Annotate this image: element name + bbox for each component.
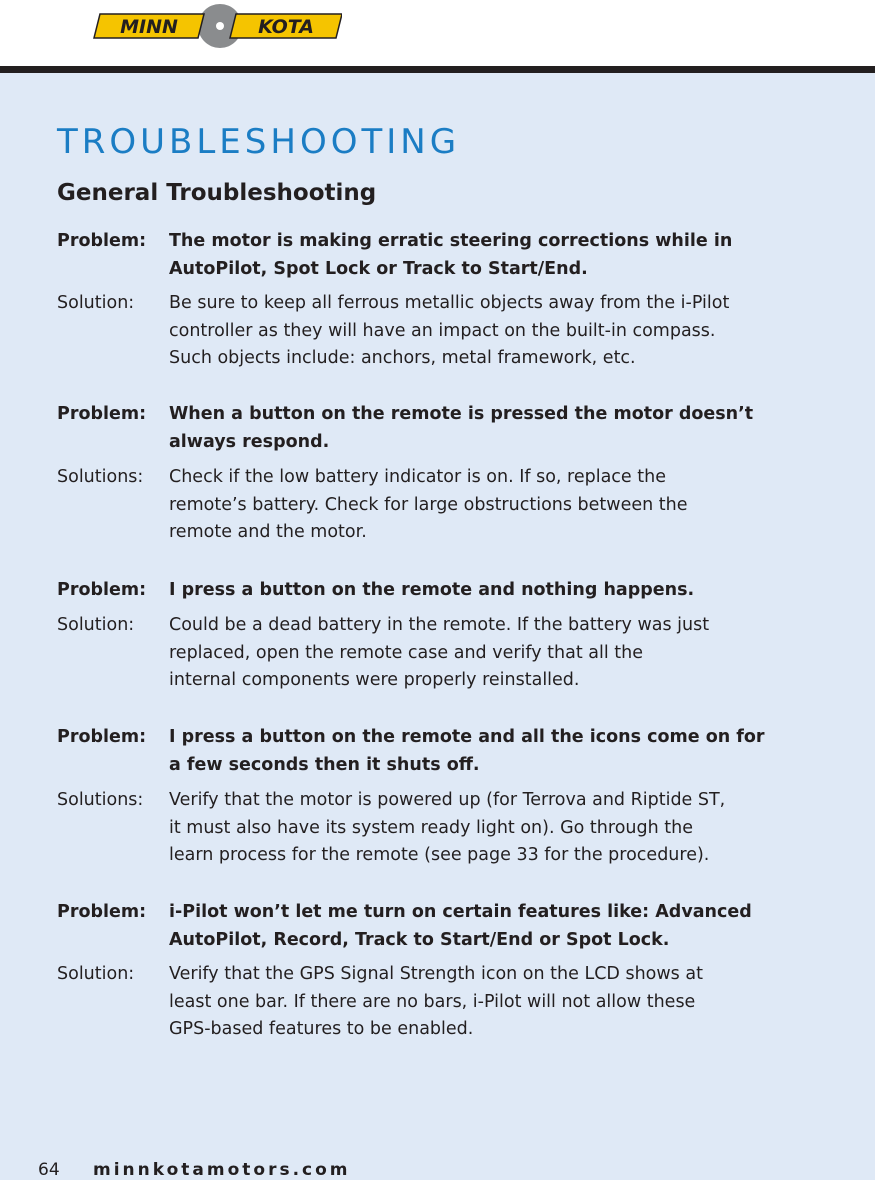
svg-text:KOTA: KOTA xyxy=(258,16,314,38)
solution-line: Such objects include: anchors, metal framework, etc. xyxy=(169,348,636,368)
solution-text xyxy=(169,961,703,1044)
solution-line: Verify that the motor is powered up (for Terrova and Riptide ST, xyxy=(169,790,726,810)
solution-text xyxy=(169,787,725,870)
solution-line: Check if the low battery indicator is on. If so, replace the xyxy=(169,467,666,487)
solution-line: least one bar. If there are no bars, i-Pilot will not allow these xyxy=(169,991,696,1012)
header xyxy=(0,0,875,66)
solution-label: Solutions: xyxy=(57,790,144,810)
solution-label: Solution: xyxy=(57,615,135,635)
problem-line: AutoPilot, Record, Track to Start/End or Spot Lock. xyxy=(169,929,670,950)
problem-label: Problem: xyxy=(57,231,147,251)
problem-line: I press a button on the remote and nothing happens. xyxy=(169,580,695,600)
solution-line: remote and the motor. xyxy=(169,522,367,542)
problem-line: a few seconds then it shuts off. xyxy=(169,754,480,775)
problem-line: i-Pilot won’t let me turn on certain features like: Advanced xyxy=(169,902,752,922)
solution-line: GPS-based features to be enabled. xyxy=(169,1019,474,1039)
problem-text xyxy=(169,724,765,779)
website-url: minnkotamotors.com xyxy=(93,1160,351,1180)
problem-line: AutoPilot, Spot Lock or Track to Start/End. xyxy=(169,258,588,279)
problem-line: always respond. xyxy=(169,431,330,452)
solution-label: Solution: xyxy=(57,293,135,313)
problem-text xyxy=(169,577,694,605)
problem-line: The motor is making erratic steering corrections while in xyxy=(169,231,733,251)
solution-line: remote’s battery. Check for large obstructions between the xyxy=(169,494,688,515)
solution-label: Solution: xyxy=(57,964,135,984)
problem-text xyxy=(169,228,732,283)
problem-label: Problem: xyxy=(57,727,147,747)
svg-text:MINN: MINN xyxy=(120,16,178,38)
solution-line: Verify that the GPS Signal Strength icon on the LCD shows at xyxy=(169,964,703,984)
problem-text xyxy=(169,899,752,954)
solution-line: replaced, open the remote case and verify that all the xyxy=(169,642,643,663)
solution-text xyxy=(169,290,729,373)
footer xyxy=(38,1160,351,1180)
header-divider xyxy=(0,66,875,73)
solution-line: internal components were properly reinstalled. xyxy=(169,670,580,690)
solution-text xyxy=(169,464,688,547)
minn-kota-logo xyxy=(92,2,342,50)
solution-line: it must also have its system ready light on). Go through the xyxy=(169,817,693,838)
problem-text xyxy=(169,401,753,456)
problem-label: Problem: xyxy=(57,902,147,922)
solution-label: Solutions: xyxy=(57,467,144,487)
page-number: 64 xyxy=(38,1160,60,1180)
section-heading: General Troubleshooting xyxy=(57,180,377,206)
problem-line: When a button on the remote is pressed the motor doesn’t xyxy=(169,404,754,424)
solution-text xyxy=(169,612,709,695)
solution-line: Could be a dead battery in the remote. If the battery was just xyxy=(169,615,710,635)
solution-line: controller as they will have an impact on the built-in compass. xyxy=(169,320,716,341)
page-title: TROUBLESHOOTING xyxy=(57,122,461,162)
problem-line: I press a button on the remote and all the icons come on for xyxy=(169,727,765,747)
solution-line: Be sure to keep all ferrous metallic objects away from the i-Pilot xyxy=(169,293,730,313)
problem-label: Problem: xyxy=(57,580,147,600)
problem-label: Problem: xyxy=(57,404,147,424)
solution-line: learn process for the remote (see page 33 for the procedure). xyxy=(169,845,710,865)
